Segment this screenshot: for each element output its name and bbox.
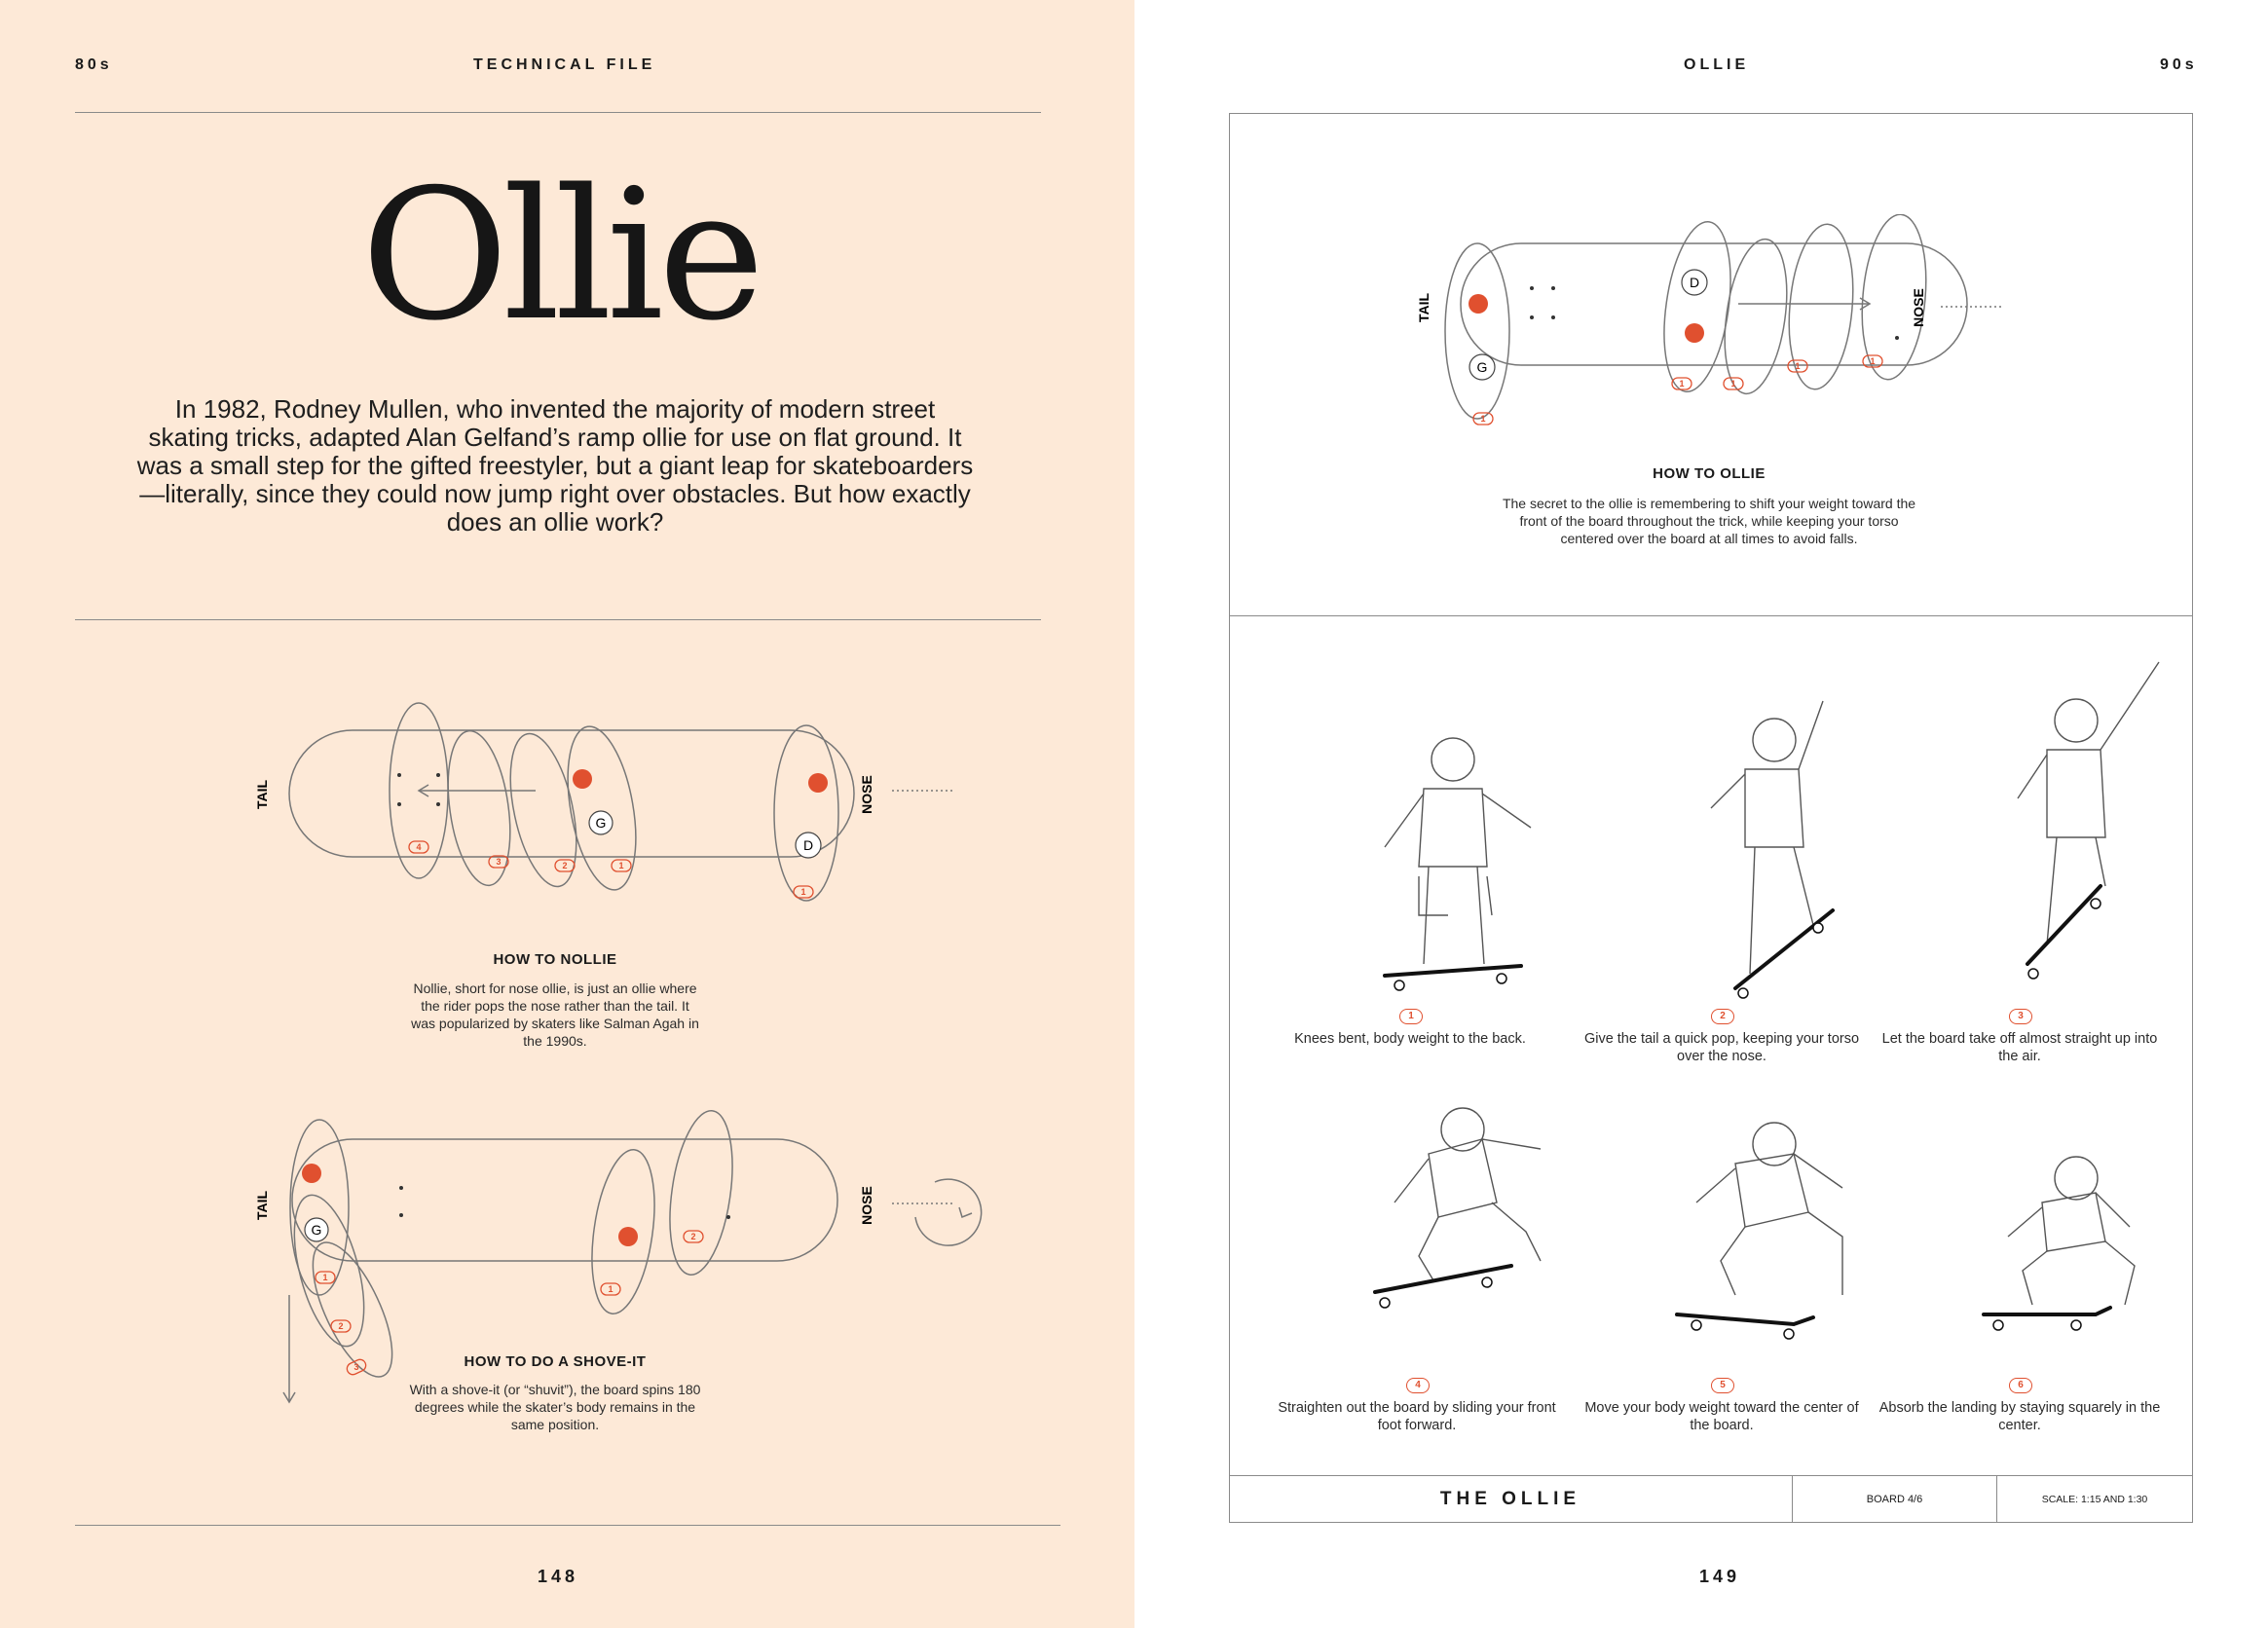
page-number-right: 149 xyxy=(1699,1567,1741,1586)
nollie-step-1a: 1 xyxy=(618,861,624,870)
step-1-number: 1 xyxy=(1399,1009,1423,1024)
ollie-board xyxy=(1461,243,1967,365)
nollie-back-foot-marker xyxy=(573,769,592,789)
shoveit-title: HOW TO DO A SHOVE-IT xyxy=(464,1353,647,1370)
shoveit-step-3: 3 xyxy=(353,1362,359,1372)
header-trick: OLLIE xyxy=(1684,56,1750,73)
ollie-step-c: 1 xyxy=(1730,379,1736,388)
ollie-foot-g: G xyxy=(1476,359,1488,375)
step-4-caption: Straighten out the board by sliding your front foot forward. xyxy=(1278,1400,1556,1433)
step-4-number: 4 xyxy=(1406,1378,1430,1393)
skater-step-5 xyxy=(1696,1123,1842,1295)
shoveit-body: With a shove-it (or “shuvit”), the board spins 180 degrees while the skater’s body remains in the same position. xyxy=(409,1382,701,1432)
shoveit-step-1: 1 xyxy=(322,1273,328,1282)
step-3-caption: Let the board take off almost straight up into the air. xyxy=(1881,1031,2158,1064)
skater-step-3 xyxy=(2018,662,2159,944)
shoveit-board xyxy=(292,1139,837,1261)
ollie-tail-label: TAIL xyxy=(1416,292,1431,323)
header-rule xyxy=(75,112,1041,113)
page-number-left: 148 xyxy=(538,1567,579,1586)
ollie-steps-illustration xyxy=(1229,633,2193,1344)
nollie-title: HOW TO NOLLIE xyxy=(493,951,617,968)
ollie-step-b: 1 xyxy=(1679,379,1685,388)
board-step-6 xyxy=(1984,1308,2110,1314)
shoveit-back-foot-marker xyxy=(302,1164,321,1183)
right-page xyxy=(1134,0,2268,1628)
step-6-caption: Absorb the landing by staying squarely in the center. xyxy=(1878,1400,2161,1433)
step-5-caption: Move your body weight toward the center of the board. xyxy=(1584,1400,1859,1433)
nollie-step-4: 4 xyxy=(416,842,422,852)
step-3-number: 3 xyxy=(2009,1009,2032,1024)
nollie-foot-g: G xyxy=(595,815,607,831)
shoveit-nose-label: NOSE xyxy=(859,1186,874,1225)
section-rule xyxy=(75,619,1041,620)
skater-step-6 xyxy=(2008,1157,2135,1305)
ollie-body: The secret to the ollie is remembering to shift your weight toward the front of the board throughout the trick, while keeping your torso centered over the board at all times to avoid falls. xyxy=(1502,496,1916,546)
nollie-step-2: 2 xyxy=(562,861,568,870)
nollie-step-3: 3 xyxy=(496,857,502,867)
nollie-nose-label: NOSE xyxy=(859,775,874,814)
skater-step-1 xyxy=(1385,738,1531,964)
shoveit-step-2: 2 xyxy=(338,1321,344,1331)
intro-paragraph: In 1982, Rodney Mullen, who invented the majority of modern street skating tricks, adapted Alan Gelfand’s ramp ollie for use on flat ground. It was a small step for the gifted freestyler, but a giant leap for skateboarders—literally, since they could now jump right over obstacles. But how exactly does an ollie work? xyxy=(136,394,974,536)
shoveit-tail-label: TAIL xyxy=(254,1190,270,1221)
ollie-step-a: 1 xyxy=(1480,414,1486,424)
footer-scale: SCALE: 1:15 AND 1:30 xyxy=(2041,1494,2148,1505)
ollie-nose-label: NOSE xyxy=(1911,288,1926,327)
shoveit-step-2b: 2 xyxy=(690,1232,696,1241)
step-2-number: 2 xyxy=(1711,1009,1734,1024)
footer-rule xyxy=(75,1525,1060,1526)
header-decade-right: 90s xyxy=(2160,56,2198,73)
step-5-number: 5 xyxy=(1711,1378,1734,1393)
shoveit-front-foot-marker xyxy=(618,1227,638,1246)
ollie-back-foot-marker xyxy=(1469,294,1488,314)
shoveit-foot-g: G xyxy=(311,1222,322,1238)
ollie-diagram xyxy=(1407,214,2030,448)
frame-divider xyxy=(1229,615,2193,616)
ollie-step-e: 1 xyxy=(1870,356,1876,366)
header-section: TECHNICAL FILE xyxy=(473,56,656,73)
footer-title: THE OLLIE xyxy=(1439,1489,1581,1509)
nollie-step-1b: 1 xyxy=(800,887,806,897)
board-step-3 xyxy=(2027,886,2101,964)
ollie-front-foot-marker xyxy=(1685,323,1704,343)
skater-step-4 xyxy=(1394,1108,1541,1280)
nollie-foot-d: D xyxy=(802,837,814,853)
step-1-caption: Knees bent, body weight to the back. xyxy=(1294,1031,1526,1047)
step-6-number: 6 xyxy=(2009,1378,2032,1393)
header-decade-left: 80s xyxy=(75,56,113,73)
step-2-caption: Give the tail a quick pop, keeping your torso over the nose. xyxy=(1583,1031,1860,1064)
board-step-2 xyxy=(1735,910,1833,988)
nollie-body: Nollie, short for nose ollie, is just an ollie where the rider pops the nose rather than the tail. It was popularized by skaters like Salman Agah in the 1990s. xyxy=(411,980,699,1049)
page-title: Ollie xyxy=(360,150,760,360)
nollie-tail-label: TAIL xyxy=(254,779,270,810)
ollie-title: HOW TO OLLIE xyxy=(1653,465,1766,482)
shoveit-step-1b: 1 xyxy=(608,1284,613,1294)
ollie-step-d: 1 xyxy=(1795,361,1801,371)
nollie-diagram xyxy=(234,701,993,925)
nollie-front-foot-marker xyxy=(808,773,828,793)
footer-board: BOARD 4/6 xyxy=(1866,1494,1923,1505)
ollie-foot-d: D xyxy=(1689,275,1700,290)
